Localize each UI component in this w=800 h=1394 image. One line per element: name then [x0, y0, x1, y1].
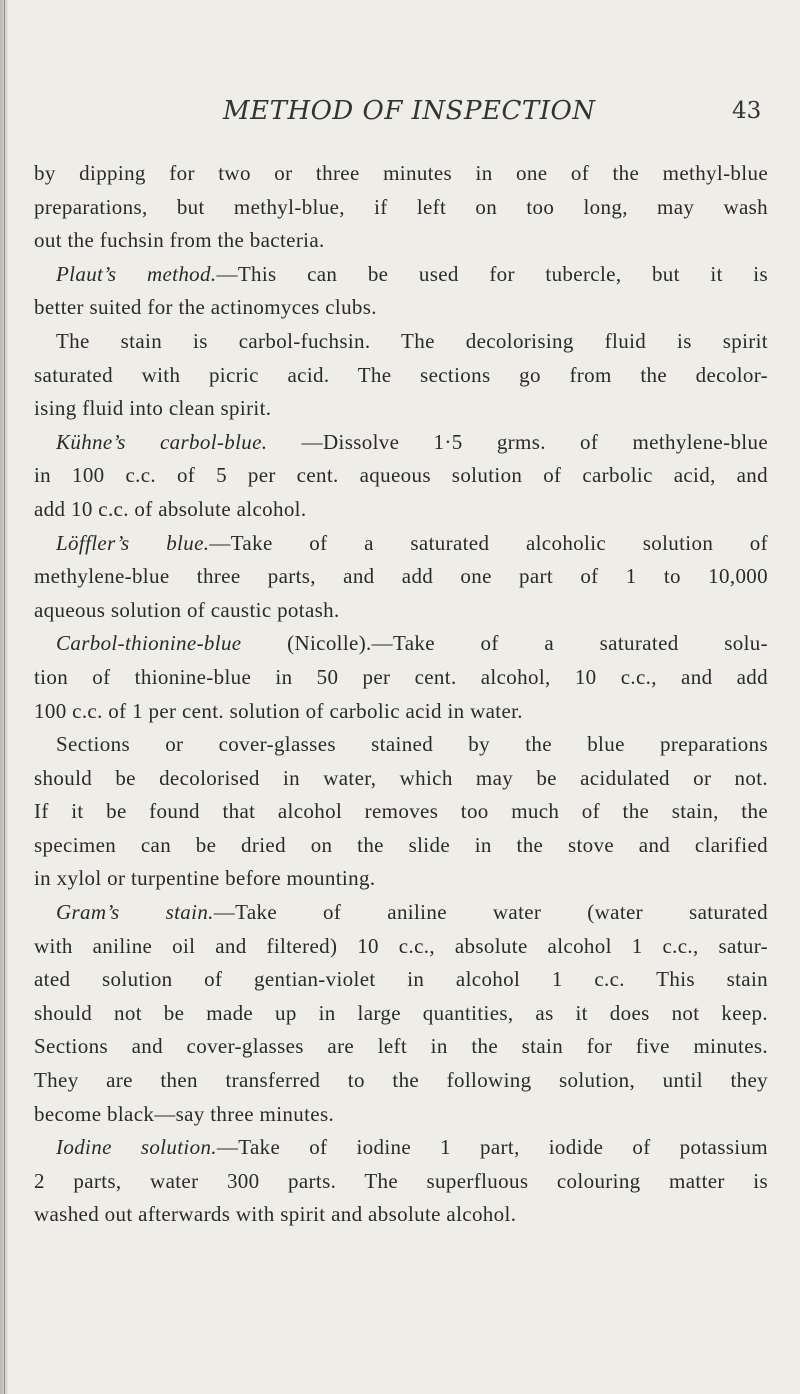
- text-line: [34, 762, 768, 796]
- line-text: Sections or cover-glasses stained by the blue preparations: [56, 732, 768, 757]
- line-text: add 10 c.c. of absolute alcohol.: [34, 496, 307, 521]
- text-line: [34, 157, 768, 191]
- line-text: They are then transferred to the following solution, until they: [34, 1068, 768, 1093]
- running-title: METHOD OF INSPECTION: [223, 96, 596, 126]
- text-line: [34, 829, 768, 863]
- text-line: [34, 661, 768, 695]
- line-text: in 100 c.c. of 5 per cent. aqueous solution of carbolic acid, and: [34, 463, 768, 488]
- text-line: [34, 1198, 768, 1232]
- text-line: [34, 426, 768, 460]
- text-line: [34, 1131, 768, 1165]
- line-text: saturated with picric acid. The sections go from the decolor-: [34, 362, 768, 387]
- body-text: [34, 157, 768, 1232]
- line-text: —Take of iodine 1 part, iodide of potassium: [216, 1135, 768, 1160]
- line-text: with aniline oil and filtered) 10 c.c., absolute alcohol 1 c.c., satur-: [34, 933, 768, 958]
- page-number: 43: [732, 98, 762, 124]
- line-text: 100 c.c. of 1 per cent. solution of carbolic acid in water.: [34, 698, 523, 723]
- page-edge-line: [4, 0, 5, 1394]
- text-line: [34, 359, 768, 393]
- line-text: out the fuchsin from the bacteria.: [34, 228, 325, 253]
- line-text: specimen can be dried on the slide in the stove and clarified: [34, 832, 768, 857]
- text-line: [34, 963, 768, 997]
- text-line: [34, 1030, 768, 1064]
- text-line: [34, 930, 768, 964]
- line-text: —Dissolve 1·5 grms. of methylene-blue: [267, 429, 768, 454]
- line-text: 2 parts, water 300 parts. The superfluous colouring matter is: [34, 1168, 768, 1193]
- line-text: Sections and cover-glasses are left in the stain for five minutes.: [34, 1034, 768, 1059]
- text-line: [34, 325, 768, 359]
- line-text: methylene-blue three parts, and add one part of 1 to 10,000: [34, 564, 768, 589]
- text-line: [34, 896, 768, 930]
- line-text: in xylol or turpentine before mounting.: [34, 866, 376, 891]
- text-line: [34, 795, 768, 829]
- line-text: tion of thionine-blue in 50 per cent. alcohol, 10 c.c., and add: [34, 664, 768, 689]
- line-text: washed out afterwards with spirit and absolute alcohol.: [34, 1202, 517, 1227]
- line-text: —Take of a saturated alcoholic solution of: [209, 530, 768, 555]
- line-text: The stain is carbol-fuchsin. The decolorising fluid is spirit: [56, 328, 768, 353]
- text-line: [34, 997, 768, 1031]
- line-text: If it be found that alcohol removes too much of the stain, the: [34, 799, 768, 824]
- text-line: [34, 695, 768, 729]
- text-line: [34, 191, 768, 225]
- line-text: (Nicolle).—Take of a saturated solu-: [241, 631, 768, 656]
- line-text: should not be made up in large quantities, as it does not keep.: [34, 1000, 768, 1025]
- line-text: —Take of aniline water (water saturated: [213, 900, 768, 925]
- text-line: [34, 459, 768, 493]
- text-line: [34, 392, 768, 426]
- section-heading: Kühne’s carbol-blue.: [56, 429, 268, 454]
- line-text: better suited for the actinomyces clubs.: [34, 295, 377, 320]
- text-line: [34, 224, 768, 258]
- text-line: [34, 728, 768, 762]
- line-text: preparations, but methyl-blue, if left on too long, may wash: [34, 194, 768, 219]
- section-heading: Löffler’s blue.: [56, 530, 210, 555]
- line-text: aqueous solution of caustic potash.: [34, 597, 340, 622]
- line-text: ising fluid into clean spirit.: [34, 396, 272, 421]
- section-heading: Plaut’s method.: [56, 261, 217, 286]
- section-heading: Carbol-thionine-blue: [56, 631, 242, 656]
- text-line: [34, 527, 768, 561]
- text-line: [34, 560, 768, 594]
- section-heading: Iodine solution.: [56, 1135, 217, 1160]
- text-line: [34, 1064, 768, 1098]
- line-text: by dipping for two or three minutes in one of the methyl-blue: [34, 161, 768, 185]
- line-text: become black—say three minutes.: [34, 1101, 335, 1126]
- text-line: [34, 594, 768, 628]
- text-line: [34, 862, 768, 896]
- section-heading: Gram’s stain.: [56, 900, 214, 925]
- page-header: [0, 96, 800, 130]
- text-line: [34, 258, 768, 292]
- text-line: [34, 1165, 768, 1199]
- line-text: —This can be used for tubercle, but it is: [216, 261, 768, 286]
- line-text: should be decolorised in water, which may be acidulated or not.: [34, 765, 768, 790]
- text-line: [34, 291, 768, 325]
- text-line: [34, 493, 768, 527]
- line-text: ated solution of gentian-violet in alcohol 1 c.c. This stain: [34, 967, 768, 992]
- text-line: [34, 1098, 768, 1132]
- text-line: [34, 627, 768, 661]
